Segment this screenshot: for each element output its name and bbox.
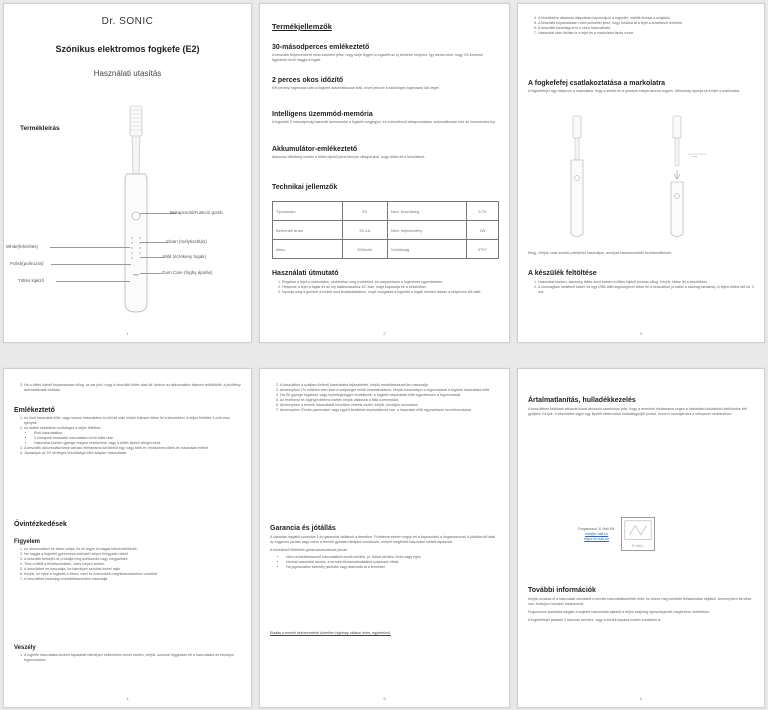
label-white: White(fehérítés) xyxy=(6,244,39,249)
list-item: 5. A készüléket ne használja, ha bármilyen sérülést észlel rajta. xyxy=(24,567,241,572)
disposal-text: A készüléken található áthúzott kukát ábrázoló szimbólum jelzi, hogy a terméket élettartama végén a háztartási hulladéktól elkülönítve kell gyűjteni. Kérjük, a készüléket vigye egy kijelölt elektronikai hulladékgyűjtő pontra, ezzel is hozzájárulva a környezet védelméhez. xyxy=(528,407,748,416)
document-page-3 xyxy=(517,3,765,343)
usage-title: Használati útmutató xyxy=(272,270,339,277)
feature-text-battery: Alacsony töltöttség esetén a töltés kijelző piros fénnyel villogva jelzi, hogy töltse fel a készüléket. xyxy=(272,155,426,159)
toothbrush-illustration xyxy=(116,104,156,319)
list-item: 7. Használat után öblítse le a fejet és a markolatot tiszta vízzel. xyxy=(538,31,754,36)
more-info-title: További információk xyxy=(528,587,596,594)
reminder-sublist xyxy=(24,431,241,446)
danger-list-continued xyxy=(270,383,499,413)
table-cell: Bemeneti áram xyxy=(273,221,343,240)
list-item: 7. A készüléket kizárólag rendeltetésszerűen használja. xyxy=(24,577,241,582)
list-item: 3. Ha a töltés kijelző folyamatosan villog, az azt jelzi, hogy a készülék töltés alatt áll. Amikor az akkumulátor teljesen feltöltődött, a jelzőfény automatikusan kialszik. xyxy=(24,383,241,393)
tech-specs-title: Technikai jellemzők xyxy=(272,184,338,191)
feature-text-timer: Két percnyi fogmosás után a fogkefe automatikusan leáll, ezzel jelezve a szükséges fogmosási idő végét. xyxy=(272,86,440,90)
brand-logo: Dr. SONIC xyxy=(101,16,154,27)
document-page-2 xyxy=(259,3,510,343)
table-cell: E2 xyxy=(342,202,387,221)
contact-line: Forgalmazó: E-Hall Kft. xyxy=(578,526,616,531)
label-mild: Mild (érzékeny fogak) xyxy=(163,254,207,259)
list-item: 6. Amennyiben a termék használatát követően vérzést észlel, kérjük, forduljon orvosához. xyxy=(280,403,499,408)
list-item: 5. A készülék folyamatosan rövid szünettel jelez, hogy fordítsa át a fejet a következő területre. xyxy=(538,21,754,26)
label-gum-care: Gum Care (foghy ápolás) xyxy=(162,270,213,275)
document-page-5 xyxy=(259,368,510,708)
page-number: 3 xyxy=(639,331,643,336)
svg-text:⟶: ⟶ xyxy=(692,155,698,159)
contact-block xyxy=(578,517,718,551)
list-item: 1. A fogkefe használata közben tapasztalt bármilyen kellemetlen érzés esetén, kérjük, azonnal függessze fel a használatot és forduljon fogorvosához. xyxy=(24,653,241,663)
page-number: 4 xyxy=(126,696,129,701)
danger-title: Veszély xyxy=(14,645,36,651)
label-clean: Clean (mélytisztítás) xyxy=(166,239,207,244)
charging-list xyxy=(528,280,754,295)
warning-list xyxy=(14,547,241,582)
document-title: Szónikus elektromos fogkefe (E2) xyxy=(55,44,200,54)
table-cell: Típusszám xyxy=(273,202,343,221)
table-row xyxy=(273,202,499,221)
reminder-title: Emlékeztető xyxy=(14,407,55,414)
page-number: 1 xyxy=(126,331,129,336)
document-page-1 xyxy=(3,3,252,343)
feature-title-battery: Akkumulátor-emlékeztető xyxy=(272,146,358,153)
list-item: • Első használatkor. xyxy=(34,431,241,436)
list-item: 3. A készülék belsejét ne próbálja meg szétszedni vagy megjavítani. xyxy=(24,557,241,562)
page-number: 6 xyxy=(639,696,643,701)
safety-title: Óvintézkedések xyxy=(14,521,67,528)
page-number: 5 xyxy=(383,696,386,701)
warning-title: Figyelem xyxy=(14,539,41,545)
contact-web-link[interactable]: https://e-hall.hu xyxy=(584,536,609,541)
document-subtitle: Használati utasítás xyxy=(93,69,162,78)
list-item: 6. Kérjük, ne ejtse a fogkefét a földre, mert ez a készülék meghibásodásához vezethet. xyxy=(24,572,241,577)
attach-head-text: A fogkefefejet úgy helyezze a markolatra, hogy a sörték és a gombok iránya azonos legyen. Ütközésig nyomja rá a fejet a markolatra. xyxy=(528,89,741,93)
list-item: 6. A készülék kizárólag erre a célra használható. xyxy=(538,26,754,31)
list-item: 4. Tilos a töltőt a fürdőszobában, vizes helyen tartani. xyxy=(24,562,241,567)
table-cell: Névl. feszültség xyxy=(387,202,466,221)
label-power-button: Bekapcsoló/Funkció gomb xyxy=(170,210,223,215)
table-row xyxy=(273,240,499,259)
list-item: 2. A készülékét a szájban történő használatra fejlesztették, kérjük rendeltetésszerűen használja. xyxy=(280,383,499,388)
table-cell: 5V-1A xyxy=(342,221,387,240)
warranty-list xyxy=(270,555,499,570)
reminder-list xyxy=(14,416,241,456)
attach-caption: Megj.: Kérjük csak eredeti pótfejeket használjon, amelyek beszerezhetők kereskedőinknél. xyxy=(528,251,672,255)
charging-list-continued xyxy=(14,383,241,393)
list-item xyxy=(24,426,241,446)
list-item: 2. A csomagban mellékelt kábel, és egy USB-töltő segítségével töltse fel a készüléket (a kábel a csomag tartalma). A teljes töltési idő kb. 3 óra. xyxy=(538,285,754,295)
more-info-para: Kérjük olvassa el a használati útmutatót a termék használatbavétele előtt, és őrizze meg későbbi felhasználás céljából. Amennyiben kérdése van, forduljon hozzánk bizalommal. xyxy=(528,597,752,606)
table-cell: Akku xyxy=(273,240,343,259)
usage-list xyxy=(272,280,499,295)
warranty-intro: A következő feltételek garanciavesztéssel járnak: xyxy=(270,548,349,552)
list-item: • Ha jogosulatlan személy javította vagy alakította át a terméket. xyxy=(286,565,499,570)
head-attachment-illustration xyxy=(548,114,738,239)
table-row xyxy=(273,221,499,240)
feature-title-30s: 30-másodperces emlékeztető xyxy=(272,44,370,51)
list-item: 4. Ha Ön gyenge fogakkal, vagy ínybetegséggel rendelkezik, a fogkefe használata előtt egyeztessen a fogorvosával. xyxy=(280,393,499,398)
list-item: 3. Amennyiben Ön műtéten vett részt a szájüregét érintő beavatkozáson, kérjük konzultáljon a fogorvosával a fogkefe használata előtt. xyxy=(280,388,499,393)
list-item: 4. A frissítésére alkalmas állapotban kapcsolja ki a fogkefét, mielőtt kiveszi a szájából. xyxy=(538,16,754,21)
list-item: 5. Az érzékeny és fogínyprobléma esetén kérjük válassza a Mild üzemmódot. xyxy=(280,398,499,403)
company-logo-label: E-HALL xyxy=(632,544,645,548)
list-item: • Nem rendeltetésszerű használatból eredő sérülés, pl. fizikai sérülés, törés vagy égés. xyxy=(286,555,499,560)
feature-text-memory: A legutóbb 5 másodpercig használt üzemmódot a fogkefe megjegyzi, és a következő bekapcsoláskor automatikusan erre az üzemmódra lép. xyxy=(272,120,496,124)
document-page-6 xyxy=(517,368,765,708)
usage-list-continued xyxy=(528,16,754,36)
table-cell: 500mAh xyxy=(342,240,387,259)
list-item: • 3 hónapnál hosszabb használaton kívül állás után. xyxy=(34,436,241,441)
table-cell: IPX7 xyxy=(466,240,498,259)
document-page-4 xyxy=(3,368,252,708)
warranty-title: Garancia és jótállás xyxy=(270,525,336,532)
section-heading-product: Termékleírás xyxy=(20,125,60,132)
list-item: 1. Használat közben, alacsony töltés szint esetén a töltés kijelző pirosan villog. Kérjük, töltse fel a készüléket. xyxy=(538,280,754,285)
warranty-text: A vásárlás napjától számítva 1 év garanciát vállalunk a termékre. Probléma esetén vegye fel a kapcsolatot a forgalmazóval. A jótállás idő alatt az ingyenes javítás vagy csere a termék gyártási hibájára vonatkozik, melyet megfelelő használat mellett tapasztal. xyxy=(270,535,496,544)
more-info-para: A fogkefefejet javasolt 3 havonta cserélni, vagy a sörték kopása esetén korábban is. xyxy=(528,618,662,622)
feature-title-memory: Intelligens üzemmód-memória xyxy=(272,111,373,118)
section-heading-features: Termékjellemzők xyxy=(272,22,332,31)
feature-text-30s: A készülék félpercenként rövid szünetet jelez, hogy ideje legyen a fogkefét az új területre helyezni. Így biztos lehet, hogy Ön kevéssé figyelmen kívül hagyja a fogait. xyxy=(272,53,483,62)
list-item: 2. Ne hagyja a fogkefét gyermekek elérhető helyen felügyelet nélkül. xyxy=(24,552,241,557)
more-info-para: Fogorvosok javaslata alapján a fogkefe használata ajánlott a teljes szájüreg egészségének megőrzése érdekében. xyxy=(528,610,711,614)
company-logo xyxy=(621,517,655,551)
table-cell: Névl. teljesítmény xyxy=(387,221,466,240)
list-item: 7. Amennyiben Önnek pacemaker vagy egyéb beültetett implantátuma van, a használat előtt egyeztessen kezelőorvosával. xyxy=(280,408,499,413)
list-item: 3. Nyomja meg a gombot a kívánt mód kiválasztásához, majd mozgassa a fogkefét a fogak mentén lassan a kétperces idő alatt. xyxy=(282,290,499,295)
list-item: 4. Javasoljuk az 5V névleges feszültségű töltő adapter használatát. xyxy=(24,451,241,456)
warranty-footer-link[interactable]: Eladás a termék kézhezvételét követően highway oldalon lehet, egyértelmű. xyxy=(270,631,391,635)
label-polish: Polish(polírozás) xyxy=(10,261,44,266)
list-item: 1. Az első használat előtt, vagy hosszú használaton kívüli idő után kérjük teljesen töltse fel a készüléket. A teljes feltöltés 3 órát vesz igénybe. xyxy=(24,416,241,426)
list-item: • Normál használat okozta, a termék elhasználódásából származó hibák. xyxy=(286,560,499,565)
table-cell: Vízállóság xyxy=(387,240,466,259)
attach-head-title: A fogkefefej csatlakoztatása a markolatra xyxy=(528,80,666,87)
list-item-text: Az alábbi esetekben szükséges a teljes feltöltés: xyxy=(24,426,102,430)
feature-title-timer: 2 perces okos időzítő xyxy=(272,77,344,84)
page-number: 2 xyxy=(383,331,386,336)
label-charge-indicator: Töltés kijelző xyxy=(18,278,45,283)
danger-list xyxy=(14,653,241,663)
table-cell: 1W xyxy=(466,221,498,240)
table-cell: 3.7V xyxy=(466,202,498,221)
tech-specs-table xyxy=(272,201,499,259)
list-item: 3. A készülék akkumulátorának várható élettartama körülbelül egy, vagy több év rendszeres töltés és használat mellett. xyxy=(24,446,241,451)
list-item: 2. Helyezze a fejet a fogak és az íny találkozásához 45°-ban, majd kapcsolja be a készüléket. xyxy=(282,285,499,290)
disposal-title: Ártalmatlanítás, hulladékkezelés xyxy=(528,397,636,404)
contact-email-link[interactable]: info@e-hall.hu xyxy=(584,531,609,536)
list-item: 1. Az akkumulátort ne tűzbe dobja, és ne tegye ki magas hőmérsékletnek. xyxy=(24,547,241,552)
charging-title: A készülék feltöltése xyxy=(528,270,597,277)
list-item: 1. Rögzítse a fejet a markolaton, nedvesítse meg a sörtéket, és cseppentsen a fogkrémet egyenletesen. xyxy=(282,280,499,285)
list-item: • Használat közben gyenge rezgést érzékelünk, vagy a töltés kijelző villogni kezd. xyxy=(34,441,241,446)
